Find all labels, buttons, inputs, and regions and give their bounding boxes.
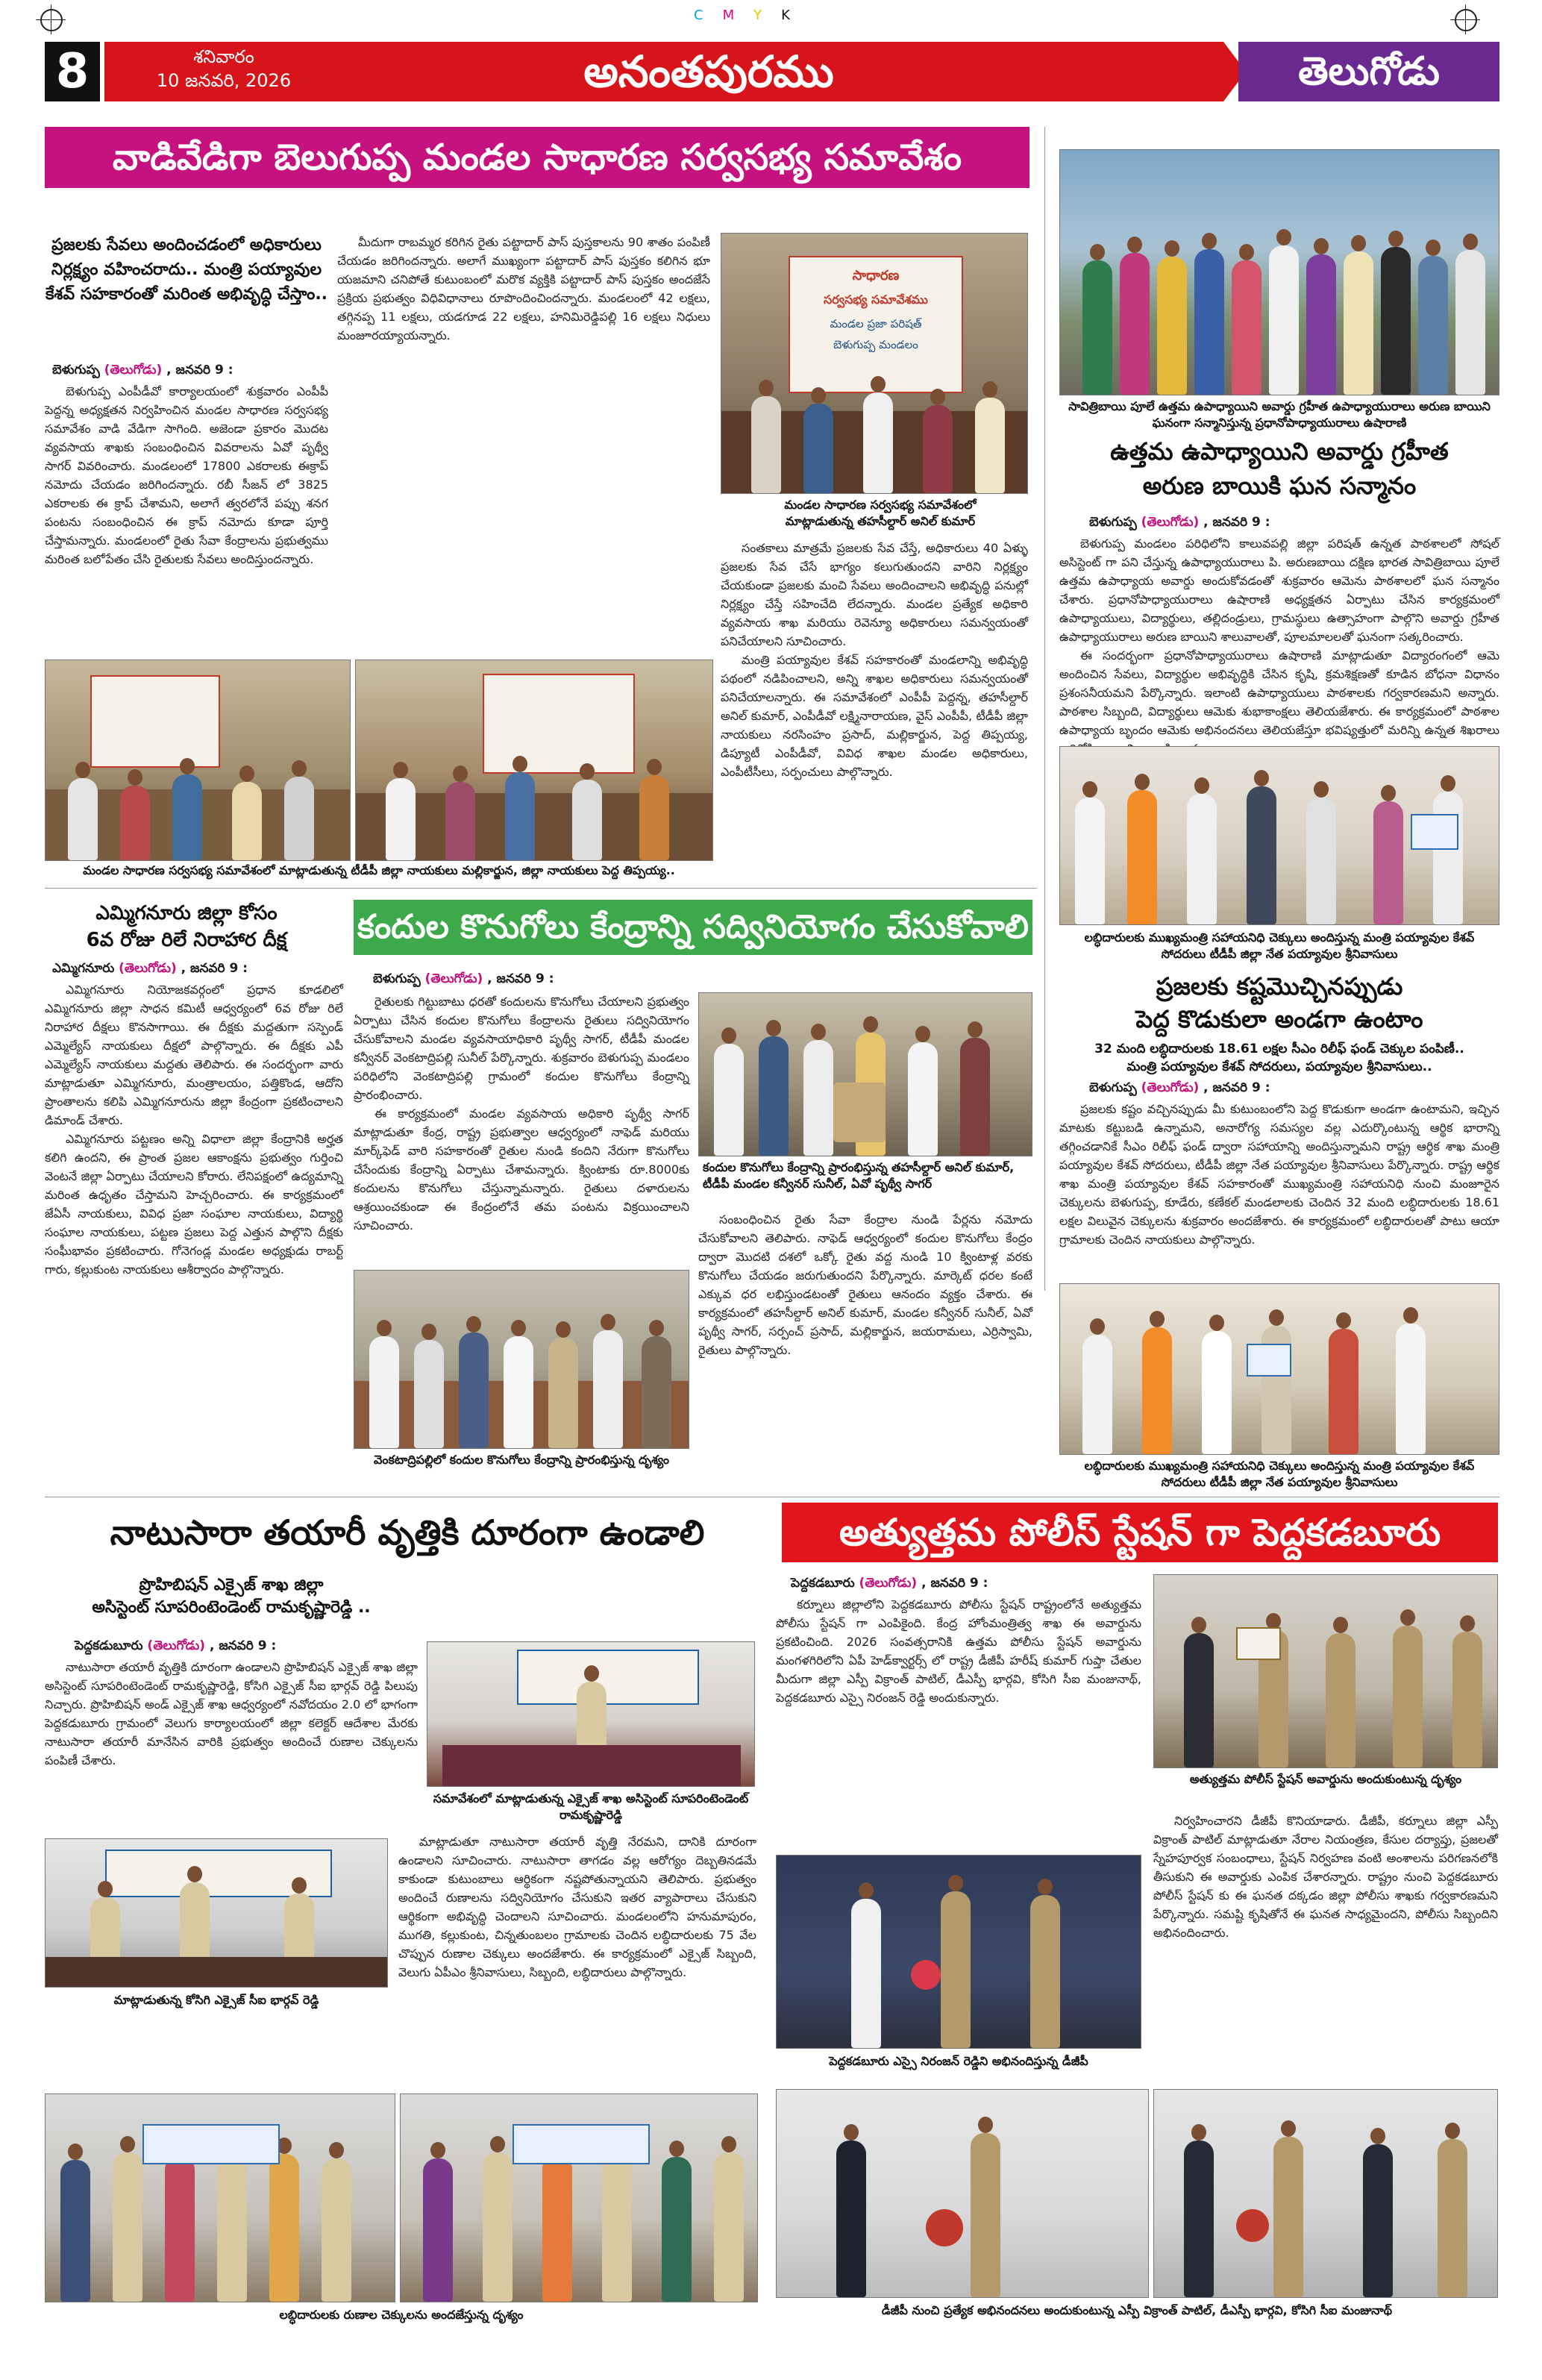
page-number: 8 <box>45 42 100 101</box>
story1-photo-wide-left <box>45 660 351 861</box>
story7-photo2-caption: పెద్దకడబూరు ఎస్సై నిరంజన్ రెడ్డిని అభినందిస్తున్న డీజీపీ <box>829 2054 1088 2068</box>
story3-headline-line1: ఎమ్మిగనూరు జిల్లా కోసం <box>95 902 278 924</box>
story4-dateline <box>373 971 671 989</box>
story1-banner-line3: మండల ప్రజా పరిషత్ <box>830 317 922 331</box>
story6-photo-ci <box>45 1838 388 1988</box>
story5-photo-cheques-bottom <box>1059 1283 1499 1455</box>
story4-dateline-place: బెళుగుప్ప <box>373 971 421 986</box>
story7-para1: కర్నూలు జిల్లాలోని పెద్దకడబూరు పోలీసు స్టేషన్ రాష్ట్రంలోనే అత్యుత్తమ పోలీసు స్టేషన్ గా ఎంపికైంది. కేంద్ర హోంమంత్రిత్వ శాఖ ఈ అవార్డును ప్రకటించింది. 2026 సంవత్సరానికి ఉత్తమ పోలీసు స్టేషన్ అవార్డును మంగళగిరిలోని ఏపీ హెడ్‌క్వార్టర్స్ లో రాష్ట్ర డీజీపీ హరీష్ కుమార్ గుప్తా చేతుల మీదుగా జిల్లా ఎస్పీ విక్రాంత్ పాటిల్, డీఎస్పీ భార్గవి, కోసిగి సీఐ మంజునాథ్, పెద్దకడబూరు ఎస్సై నిరంజన్ రెడ్డి అందుకున్నారు. <box>776 1597 1141 1705</box>
story5-photo-cheques-top <box>1059 746 1499 925</box>
story7-photo1-caption: అత్యుత్తమ పోలీస్ స్టేషన్ అవార్డును అందుకుంటున్న దృశ్యం <box>1189 1772 1462 1786</box>
story1-paper: (తెలుగోడు) <box>104 363 163 378</box>
story6-para2: మాట్లాడుతూ నాటుసారా తయారీ వృత్తి నేరమని, దానికి దూరంగా ఉండాలని సూచించారు. నాటుసారా తాగడం వల్ల ఆరోగ్యం దెబ్బతినడమే కాకుండా కుటుంబాలు ఆర్థికంగా నష్టపోతున్నాయని తెలిపారు. ప్రభుత్వం అందించే రుణాలను సద్వినియోగం చేసుకుని ఇతర వ్యాపారాలు చేసుకుని ఆర్థికంగా అభివృద్ధి చెందాలని సూచించారు. మండలంలోని హనుమాపురం, ముగతి, కల్లుకుంట, చిన్నతుంబలం గ్రామాలకు చెందిన లబ్ధిదారులకు 75 వేల చొప్పున రుణాల చెక్కులు అందజేశారు. ఈ కార్యక్రమంలో ఎక్సైజ్ సిబ్బంది, వెలుగు ఏపీఎం శ్రీనివాసులు, సిబ్బంది, లబ్ధిదారులు పాల్గొన్నారు. <box>398 1835 756 1979</box>
story2-dateline <box>1089 515 1492 533</box>
story4-photo-opening <box>698 992 1032 1156</box>
story6-photo-cheques-left <box>45 2094 395 2302</box>
story5-headline-line1: ప్రజలకు కష్టమొచ్చినప్పుడు <box>1156 972 1403 1000</box>
story2-photo-caption: సావిత్రిబాయి పూలే ఉత్తమ ఉపాధ్యాయిని అవార్డు గ్రహీత ఉపాధ్యాయురాలు అరుణ బాయిని ఘనంగా సన్మానిస్తున్న ప్రధానోపాధ్యాయురాలు ఉషారాణి <box>1068 399 1491 430</box>
story1-bottom-rule <box>45 888 1037 889</box>
story6-dateline-place: పెద్దకడుబూరు <box>75 1638 143 1653</box>
story5-photo2-caption: లబ్ధిదారులకు ముఖ్యమంత్రి సహాయనిధి చెక్కులు అందిస్తున్న మంత్రి పయ్యావుల కేశవ్ సోదరులు టీడీపీ జిల్లా నేత పయ్యావుల శ్రీనివాసులు <box>1084 1459 1475 1489</box>
story7-dateline-date: , జనవరి 9 : <box>921 1576 988 1591</box>
story6-headline: నాటుసారా తయారీ వృత్తికి దూరంగా ఉండాలి <box>110 1512 705 1553</box>
registration-mark-right <box>1455 9 1477 31</box>
story4-para1: రైతులకు గిట్టుబాటు ధరతో కందులను కొనుగోలు చేయాలని ప్రభుత్వం ఏర్పాటు చేసిన కందుల కొనుగోలు కేంద్రాలను రైతులు సద్వినియోగం చేసుకోవాలని మండల వ్యవసాయాధికారి పృథ్వీ సాగర్, టీడీపీ మండల కన్వీనర్ వెంకటాద్రిపల్లి సునీల్ పేర్కొన్నారు. శుక్రవారం బెళుగుప్ప మండలం పరిధిలోని వెంకటాద్రిపల్లి గ్రామంలో కందుల కొనుగోలు కేంద్రాన్ని ప్రారంభించారు. <box>354 995 689 1102</box>
story4-para2: ఈ కార్యక్రమంలో మండల వ్యవసాయ అధికారి పృథ్వీ సాగర్ మాట్లాడుతూ కేంద్ర, రాష్ట్ర ప్రభుత్వాల ఆధ్వర్యంలో నాఫెడ్ మరియు మార్క్‌ఫెడ్ వారి సహకారంతో రైతుల నుండి కందిని నేరుగా కొనుగోలు చేసేందుకు కేంద్రాన్ని ఏర్పాటు చేశామన్నారు. క్వింటాకు రూ.8000కు కందులను కొనుగోలు చేస్తున్నామన్నారు. రైతులు దళారులను ఆశ్రయించకుండా ఈ కేంద్రంలోనే తమ పంటను విక్రయించాలని సూచించారు. <box>354 1106 689 1233</box>
story1-col2 <box>337 233 710 651</box>
story2-para2: ఈ సందర్భంగా ప్రధానోపాధ్యాయురాలు ఉషారాణి మాట్లాడుతూ విద్యారంగంలో ఆమె అందించిన సేవలు, విద్యార్థుల అభివృద్ధికి చేసిన కృషి, క్రమశిక్షణతో కూడిన బోధనా విధానం ప్రశంసనీయమని పేర్కొన్నారు. ఇలాంటి ఉపాధ్యాయులు పాఠశాలకు గర్వకారణమని అన్నారు. పాఠశాల సిబ్బంది, విద్యార్థులు ఆమెకు శుభాకాంక్షలు తెలియజేశారు. ఈ కార్యక్రమంలో పాఠశాల ఉపాధ్యాయ బృందం ఆమెకు అభినందనలు తెలియజేస్తూ భవిష్యత్తులో మరిన్ని ఉన్నత శిఖరాలు <box>1059 648 1499 737</box>
masthead-date-block <box>112 45 336 98</box>
story5-photo1-caption: లబ్ధిదారులకు ముఖ్యమంత్రి సహాయనిధి చెక్కులు అందిస్తున్న మంత్రి పయ్యావుల కేశవ్ సోదరులు టీడీపీ జిల్లా నేత పయ్యావుల శ్రీనివాసులు <box>1084 930 1475 961</box>
story2-headline-line2: అరుణ బాయికి ఘన సన్మానం <box>1142 472 1417 500</box>
story1-dateline-date: , జనవరి 9 : <box>166 363 234 378</box>
story1-banner-line4: బెళుగుప్ప మండలం <box>833 338 918 351</box>
story3-dateline-place: ఎమ్మిగనూరు <box>52 961 115 976</box>
story2-paper: (తెలుగోడు) <box>1141 515 1200 530</box>
story4-photo-wide-caption: వెంకటాద్రిపల్లిలో కందుల కొనుగోలు కేంద్రాన్ని ప్రారంభిస్తున్న దృశ్యం <box>374 1453 669 1467</box>
story4-dateline-date: , జనవరి 9 : <box>487 971 554 986</box>
column-divider <box>1044 127 1045 1291</box>
story5-body <box>1059 1100 1499 1279</box>
story3-para2: ఎమ్మిగనూరు పట్టణం అన్ని విధాలా జిల్లా కేంద్రానికి అర్హత కలిగి ఉందని, ఈ ప్రాంత ప్రజల ఆకాంక్షను ప్రభుత్వం గుర్తించి వెంటనే జిల్లా ఏర్పాటు చేయాలని కోరారు. లేనిపక్షంలో ఉద్యమాన్ని మరింత ఉధృతం చేస్తామని హెచ్చరించారు. ఈ కార్యక్రమంలో జేఏసీ నాయకులు, వివిధ ప్రజా సంఘాల నాయకులు, విద్యార్థి సంఘాల నాయకులు, పట్టణ ప్రజలు పెద్ద ఎత్తున పాల్గొని దీక్షకు సంఘీభావం ప్రకటించారు. గోనెగండ్ల మండల అధ్యక్షుడు రాబర్ట్ గారు, కల్లుకుంట నాయకులు ఆశీర్వాదం పాల్గొన్నారు. <box>45 1132 343 1277</box>
story7-col1 <box>776 1595 1141 1849</box>
story6-photo3-caption: లబ్ధిదారులకు రుణాల చెక్కులను అందజేస్తున్న దృశ్యం <box>279 2308 524 2322</box>
story5-headline-line2: పెద్ద కొడుకులా అండగా ఉంటాం <box>1135 1005 1423 1033</box>
story1-banner-line1: సాధారణ <box>852 268 900 284</box>
cmyk-k: K <box>781 7 809 23</box>
story1-photo-meeting <box>721 233 1028 494</box>
story6-photo-cheques-right <box>400 2094 758 2302</box>
story3-dateline <box>52 961 336 979</box>
story3-paper: (తెలుగోడు) <box>119 961 177 976</box>
story1-subhead: ప్రజలకు సేవలు అందించడంలో అధికారులు నిర్లక్ష్యం వహించరాదు.. మంత్రి పయ్యావుల కేశవ్ సహకారంతో మరింత అభివృద్ధి చేస్తాం.. <box>45 236 328 304</box>
story1-para1: బెళుగుప్ప ఎంపీడీవో కార్యాలయంలో శుక్రవారం ఎంపీపీ పెద్దన్న అధ్యక్షతన నిర్వహించిన మండల సాధారణ సర్వసభ్య సమావేశం వాడి వేడిగా సాగింది. అజెండా ప్రకారం మొదట వ్యవసాయ శాఖకు సంబంధించిన వివరాలను ఏవో పృథ్వీ సాగర్ వివరించారు. మండలంలో 17800 ఎకరాలకు ఈక్రాప్ నమోదు చేయడం జరిగిందన్నారు. రబీ సీజన్ లో 3825 ఎకరాలకు ఈ క్రాప్ చేశామని, అలాగే త్వరలోనే పప్పు శనగ పంటను సంబంధించిన ఈ క్రాప్ నమోదు కూడా పూర్తి చేస్తామన్నారు. మండలంలో రైతు సేవా కేంద్రాలను ప్రభుత్వము మరింత బలోపేతం చేసి రైతులకు సేవలు అందిస్తుందన్నారు. <box>45 384 328 566</box>
brand-logo: తెలుగోడు <box>1238 42 1499 101</box>
story2-dateline-place: బెళుగుప్ప <box>1089 515 1137 530</box>
story1-photo-wide-caption: మండల సాధారణ సర్వసభ్య సమావేశంలో మాట్లాడుతున్న టీడీపీ జిల్లా నాయకులు మల్లికార్జున, జిల్లా నాయకులు పెద్ద తిప్పయ్య.. <box>83 863 675 877</box>
story7-para2: నిర్వహించారని డీజీపీ కొనియాడారు. డీజీపీ, కర్నూలు జిల్లా ఎస్పీ విక్రాంత్ పాటిల్ మాట్లాడుతూ నేరాల నియంత్రణ, కేసుల దర్యాప్తు, ప్రజలతో స్నేహపూర్వక సంబంధాలు, స్టేషన్ నిర్వహణ వంటి అంశాలను పరిగణనలోకి తీసుకుని ఈ అవార్డుకు ఎంపిక చేశారన్నారు. రాష్ట్రం నుంచి పెద్దకడబూరు పోలీస్ స్టేషన్ కు ఈ ఘనత దక్కడం జిల్లా పోలీసు శాఖకు గర్వకారణమని పేర్కొన్నారు. సమష్టి కృషితోనే ఈ ఘనత సాధ్యమైందని, పోలీసు సిబ్బందిని అభినందించారు. <box>1153 1814 1498 1940</box>
masthead-city: అనంతపురము <box>583 46 834 97</box>
story5-subhead-line1: 32 మంది లబ్ధిదారులకు 18.61 లక్షల సీఎం రిలీఫ్ ఫండ్ చెక్కుల పంపిణీ.. <box>1094 1042 1464 1056</box>
story6-photo2-caption: మాట్లాడుతున్న కోసిగి ఎక్సైజ్ సీఐ భార్గవ్ రెడ్డి <box>113 1993 319 2007</box>
story6-paper: (తెలుగోడు) <box>147 1638 206 1653</box>
registration-mark-left <box>40 9 63 31</box>
story7-photo3-caption: డీజీపీ నుంచి ప్రత్యేక అభినందనలు అందుకుంటున్న ఎస్పీ విక్రాంత్ పాటిల్, డీఎస్పీ భార్గవి, కోసిగి సీఐ మంజునాథ్ <box>881 2303 1393 2317</box>
story7-photo-dgp-left <box>776 2089 1149 2298</box>
cmyk-m: M <box>722 7 754 23</box>
story5-dateline-place: బెళుగుప్ప <box>1089 1080 1137 1095</box>
story1-para3: సంతకాలు మాత్రమే ప్రజలకు సేవ చేస్తే, అధికారులు 40 ఏళ్ళు ప్రజలకు సేవ చేసే భాగ్యం కలుగుతుందని వారిని నిర్లక్ష్యం చేయకుండా ప్రజలకు మంచి సేవలు అందించాలని అభివృద్ధి పనుల్లో నిర్లక్ష్యం చేస్తే సహించేది లేదన్నారు. మండల ప్రత్యేక అధికారి వ్యవసాయ శాఖ మరియు రెవెన్యూ అధికారులు సమన్వయంతో పనిచేయాలని సూచించారు. <box>721 541 1028 648</box>
story6-photo1-caption: సమావేశంలో మాట్లాడుతున్న ఎక్సైజ్ శాఖ అసిస్టెంట్ సూపరింటెండెంట్ రామకృష్ణారెడ్డి <box>433 1791 749 1822</box>
story3-body <box>45 980 343 1495</box>
cmyk-strip <box>694 7 858 25</box>
story5-para1: ప్రజలకు కష్టం వచ్చినప్పుడు మీ కుటుంబంలోని పెద్ద కొడుకుగా అండగా ఉంటామని, ఇచ్చిన మాటకు కట్టుబడి ఉన్నామని, అనారోగ్య సమస్యల వల్ల ఎదుర్కొంటున్న ఆర్థిక భారాన్ని తగ్గించడానికే సీఎం రిలీఫ్ ఫండ్ ద్వారా సహాయాన్ని అందిస్తున్నామని రాష్ట్ర ఆర్థిక శాఖ మంత్రి పయ్యావుల కేశవ్ సోదరులు, టీడీపీ జిల్లా నేత పయ్యావుల శ్రీనివాసులు పేర్కొన్నారు. రాష్ట్ర ఆర్థిక శాఖ మంత్రి పయ్యావుల కేశవ్ సహకారంతో ముఖ్యమంత్రి సహాయనిధి నుంచి మంజూరైన చెక్కులను బెళుగుప్ప, కూడేరు, కణేకల్ మండలాలకు చెందిన 32 మంది లబ్ధిదారులకు 18.61 లక్షల విలువైన చెక్కులను శుక్రవారం అందజేశారు. ఈ కార్యక్రమంలో లబ్ధిదారులతో పాటు ఆయా గ్రామాలకు చెందిన నాయకులు పాల్గొన్నారు. <box>1059 1102 1499 1247</box>
story7-photo-dgp-right <box>1153 2089 1498 2298</box>
story1-photo-wide-right <box>355 660 713 861</box>
story1-headline: వాడివేడిగా బెలుగుప్ప మండల సాధారణ సర్వసభ్య సమావేశం <box>45 127 1029 188</box>
story7-photo-ssi <box>776 1855 1141 2049</box>
story1-dateline <box>52 363 336 381</box>
story1-col1 <box>45 382 328 651</box>
story3-para1: ఎమ్మిగనూరు నియోజకవర్గంలో ప్రధాన కూడలిలో ఎమ్మిగనూరు జిల్లా సాధన కమిటీ ఆధ్వర్యంలో 6వ రోజు రిలే నిరాహార దీక్షలు కొనసాగాయి. ఈ దీక్షకు మద్దతుగా సస్పెండ్ ఎమ్మెల్యేస్ నాయకులు దీక్షలో పాల్గొన్నారు. ఈ దీక్షకు ఎపీ ఎమ్మెల్యేస్ నాయకులు మద్దతు తెలిపారు. ఈ సందర్భంగా వారు మాట్లాడుతూ ఎమ్మిగనూరు, మంత్రాలయం, పత్తికొండ, ఆదోని ప్రాంతాలను కలిపి ఎమ్మిగనూరును జిల్లా కేంద్రంగా ప్రకటించాలని డిమాండ్ చేశారు. <box>45 983 343 1127</box>
masthead-day: శనివారం <box>193 46 254 67</box>
story1-banner-line2: సర్వసభ్య సమావేశము <box>824 292 928 307</box>
story6-col2 <box>398 1832 756 2086</box>
cmyk-y: Y <box>753 7 782 23</box>
story7-dateline <box>791 1576 1134 1594</box>
story7-dateline-place: పెద్దకడబూరు <box>791 1576 855 1591</box>
story2-body <box>1059 534 1499 736</box>
story4-para3: సంబంధించిన రైతు సేవా కేంద్రాల నుండి పేర్లను నమోదు చేసుకోవాలని తెలిపారు. నాఫెడ్ ఆధ్వర్యంలో కందుల కొనుగోలు కేంద్రం ద్వారా మొదటి దశలో ఒక్కో రైతు వద్ద నుండి 10 క్వింటాళ్ల వరకు కొనుగోలు చేయడం జరుగుతుందని పేర్కొన్నారు. మార్కెట్ ధరల కంటే ఎక్కువ ధర లభిస్తుండటంతో రైతులు ఆనందం వ్యక్తం చేశారు. ఈ కార్యక్రమంలో తహసీల్దార్ అనిల్ కుమార్, మండల కన్వీనర్ సునీల్, ఏవో పృథ్వీ సాగర్, సర్పంచ్ ప్రసాద్, మల్లికార్జున, జయరామలు, ఎర్రిస్వామి, రైతులు పాల్గొన్నారు. <box>698 1212 1032 1357</box>
story6-subhead-line2: అసిస్టెంట్ సూపరింటెండెంట్ రామకృష్ణారెడ్డి .. <box>92 1598 371 1617</box>
story6-photo-speaker <box>427 1641 755 1787</box>
story6-dateline-date: , జనవరి 9 : <box>209 1638 277 1653</box>
story7-paper: (తెలుగోడు) <box>859 1576 918 1591</box>
story1-dateline-place: బెళుగుప్ప <box>52 363 100 378</box>
story4-col1 <box>354 992 689 1261</box>
story2-photo-felicitation <box>1059 149 1499 395</box>
story3-headline-line2: 6వ రోజు రిలే నిరాహార దీక్ష <box>86 929 287 951</box>
story5-paper: (తెలుగోడు) <box>1141 1080 1200 1095</box>
masthead-date: 10 జనవరి, 2026 <box>156 70 292 91</box>
story5-subhead-line2: మంత్రి పయ్యావుల కేశవ్ సోదరులు, పయ్యావుల శ్రీనివాసులు.. <box>1126 1059 1432 1074</box>
story2-para1: బెళుగుప్ప మండలం పరిధిలోని కాలువపల్లి జిల్లా పరిషత్ ఉన్నత పాఠశాలలో సోషల్ అసిస్టెంట్ గా పని చేస్తున్న ఉపాధ్యాయురాలు పి. అరుణబాయి దక్షిణ భారత సావిత్రిబాయి పూలే ఉత్తమ ఉపాధ్యాయ అవార్డు అందుకోవడంతో శుక్రవారం ఆమెను పాఠశాలలో ఘన సన్మానం చేశారు. ప్రధానోపాధ్యాయురాలు ఉషారాణి అధ్యక్షతన ఏర్పాటు చేసిన కార్యక్రమంలో ఉపాధ్యాయులు, విద్యార్థులు, తల్లిదండ్రులు, గ్రామస్థులు ఉత్సాహంగా పాల్గొని అవార్డు గ్రహీత ఉపాధ్యాయురాలు అరుణ బాయిని శాలువాలతో, పూలమాలలతో ఘనంగా సత్కరించారు. <box>1059 536 1499 644</box>
story2-headline-line1: ఉత్తమ ఉపాధ్యాయిని అవార్డు గ్రహీత <box>1110 437 1449 466</box>
story5-dateline-date: , జనవరి 9 : <box>1203 1080 1270 1095</box>
story2-dateline-date: , జనవరి 9 : <box>1203 515 1270 530</box>
story5-dateline <box>1089 1080 1492 1098</box>
story6-subhead-line1: ప్రొహిబిషన్ ఎక్సైజ్ శాఖ జిల్లా <box>139 1576 324 1594</box>
story4-headline: కందుల కొనుగోలు కేంద్రాన్ని సద్వినియోగం చేసుకోవాలి <box>354 900 1032 955</box>
story7-headline: అత్యుత్తమ పోలీస్ స్టేషన్ గా పెద్దకడబూరు <box>782 1503 1498 1562</box>
story3-dateline-date: , జనవరి 9 : <box>181 961 248 976</box>
story6-col1 <box>45 1658 418 1829</box>
story6-para1: నాటుసారా తయారీ వృత్తికి దూరంగా ఉండాలని ప్రొహిబిషన్ ఎక్సైజ్ శాఖ జిల్లా అసిస్టెంట్ సూపరింటెండెంట్ రామకృష్ణారెడ్డి, కోసిగి ఎక్సైజ్ సీఐ భార్గవ్ రెడ్డి పిలుపు నిచ్చారు. ప్రొహిబిషన్ అండ్ ఎక్సైజ్ శాఖ ఆధ్వర్యంలో నవోదయం 2.0 లో భాగంగా పెద్దకడుబూరు గ్రామంలో వెలుగు కార్యాలయంలో జిల్లా కలెక్టర్ ఆదేశాల మేరకు నాటుసారా తయారీ మానేసిన వారికి ప్రభుత్వం అందించే రుణాల చెక్కులను పంపిణీ చేశారు. <box>45 1660 418 1767</box>
story1-para2: మీదుగా రాబమ్మర కరిగిన రైతు పట్టాదార్ పాస్ పుస్తకాలను 90 శాతం పంపిణీ చేయడం జరిగిందన్నారు. అలాగే ముఖ్యంగా పట్టాదార్ పాస్ పుస్తకం కలిగిన భూ యజమాని చనిపోతే కుటుంబంలో మరొక వ్యక్తికి పట్టాదార్ పాస్ పుస్తకం అందజేసే ప్రక్రియ ప్రభుత్వం విధివిధానాలు రూపొందించిందన్నారు. మండలంలో 42 లక్షలు, తగ్గినప్ప 11 లక్షలు, యడగూడ 22 లక్షలు, హనిమిరెడ్డిపల్లి 16 లక్షలు నిధులు మంజూరయ్యాయన్నారు. <box>337 235 710 342</box>
story1-para4: మంత్రి పయ్యావుల కేశవ్ సహకారంతో మండలాన్ని అభివృద్ధి పథంలో నడిపించాలని, అన్ని శాఖల అధికారులు సమన్వయంతో పనిచేయాలన్నారు. ఈ సమావేశంలో ఎంపీపీ పెద్దన్న, తహసీల్దార్ అనిల్ కుమార్, ఎంపీడీవో లక్ష్మినారాయణ, వైస్ ఎంపీపీ, టీడీపీ జిల్లా నాయకులు నరసింహం ప్రసాద్, మల్లికార్జున, పెద్ద తిప్పయ్య, డిప్యూటీ ఎంపీడీవో, వివిధ శాఖల మండల అధికారులు, ఎంపీటీసీలు, సర్పంచులు పాల్గొన్నారు. <box>721 653 1028 779</box>
story6-dateline <box>75 1638 418 1656</box>
story1-photo-meeting-caption: మండల సాధారణ సర్వసభ్య సమావేశంలో మాట్లాడుతున్న తహసీల్దార్ అనిల్ కుమార్ <box>784 498 977 528</box>
story4-paper: (తెలుగోడు) <box>424 971 483 986</box>
cmyk-c: C <box>694 7 723 23</box>
story4-photo-opening-caption: కందుల కొనుగోలు కేంద్రాన్ని ప్రారంభిస్తున్న తహసీల్దార్ అనిల్ కుమార్, టీడీపీ మండల కన్వీనర్ సునీల్, ఏవో పృథ్వీ సాగర్ <box>703 1160 1015 1191</box>
story7-photo-award <box>1153 1574 1498 1768</box>
story1-col3 <box>721 539 1028 867</box>
story7-col2 <box>1153 1811 1498 2065</box>
story4-photo-wide <box>354 1270 689 1449</box>
